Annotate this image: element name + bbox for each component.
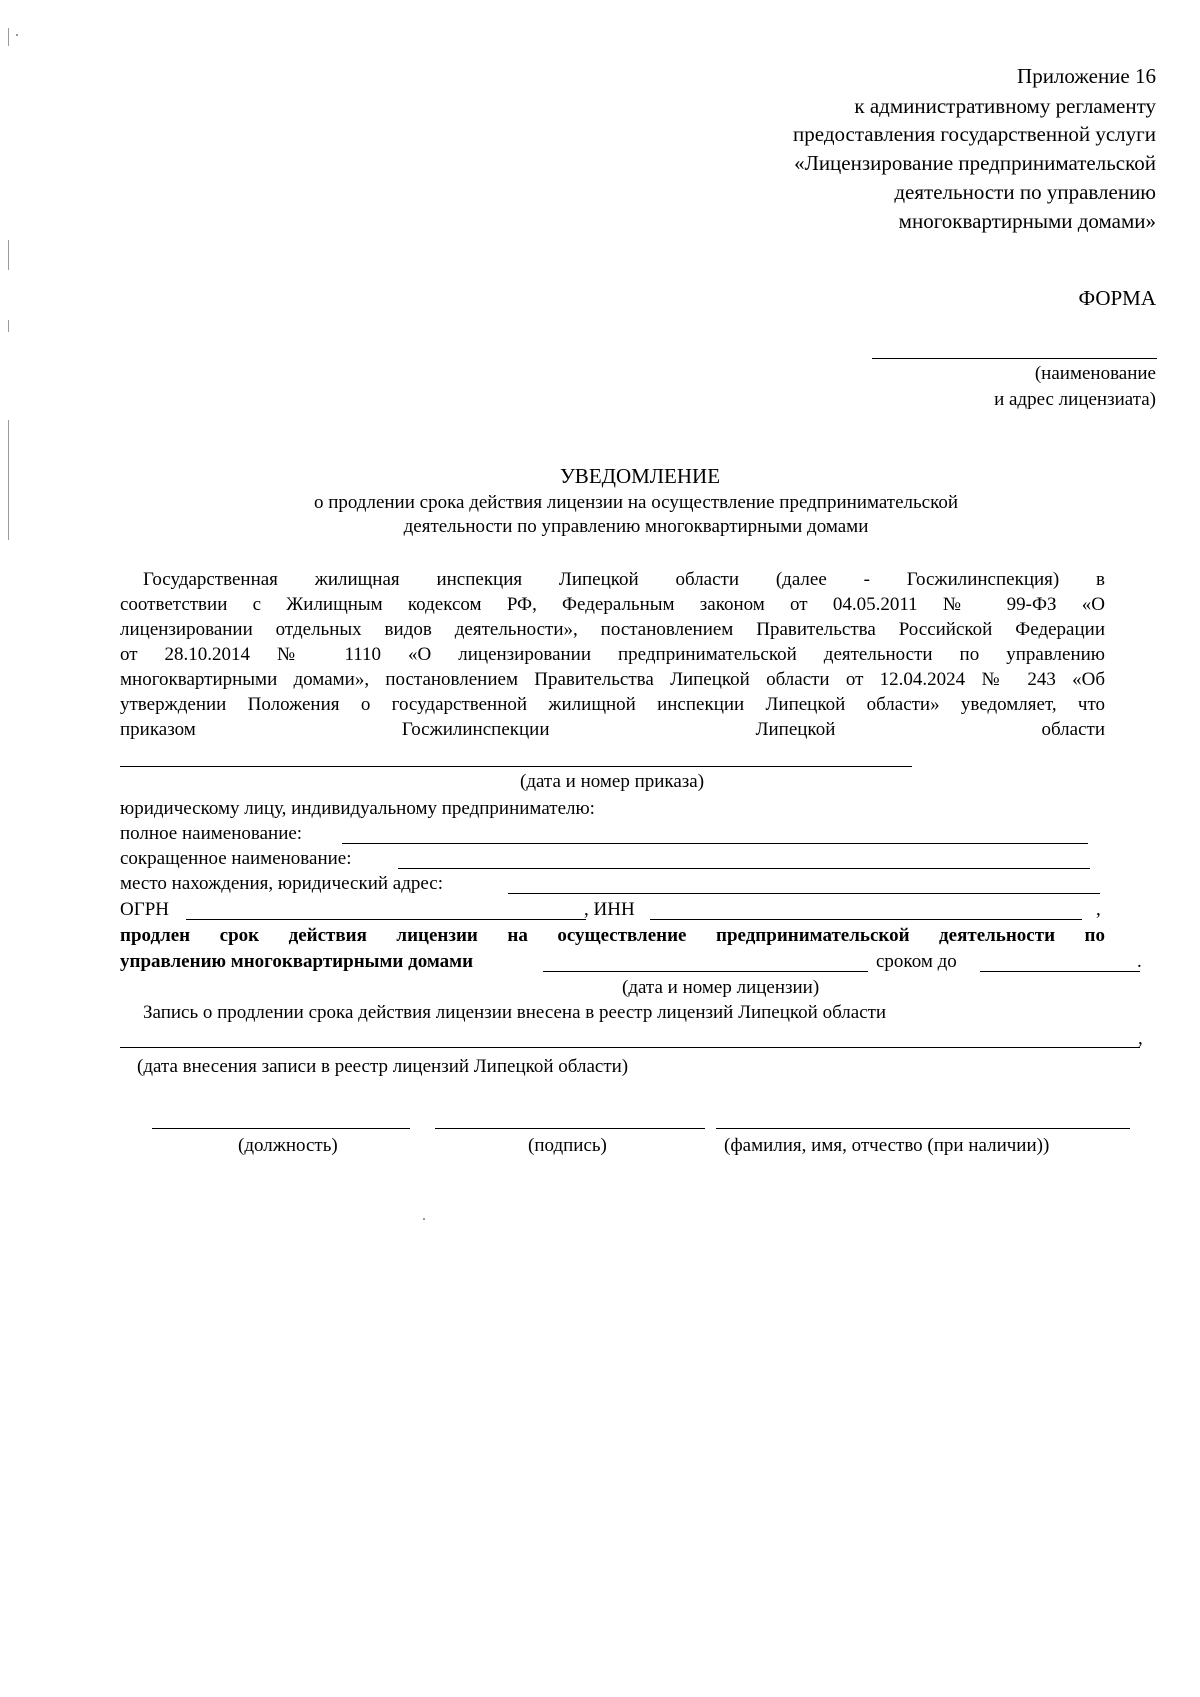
short-name-label: сокращенное наименование:: [120, 848, 352, 869]
registry-line: [120, 1047, 1140, 1048]
extended-statement: продлен срок действия лицензии на осуществление предпринимательской деятельности по: [120, 925, 1105, 946]
address-line: [508, 893, 1100, 894]
appendix-line: Приложение 16: [1017, 64, 1156, 88]
document-subtitle: о продлении срока действия лицензии на осуществление предпринимательской: [313, 492, 959, 513]
scan-dot: [16, 34, 18, 36]
scan-mark: [8, 28, 9, 46]
body-line: многоквартирными домами», постановлением Правительства Липецкой области от 12.04.2024 № 243 «Об: [120, 669, 1105, 690]
inn-end: ,: [1096, 899, 1101, 920]
scan-mark: [8, 240, 9, 270]
registry-period: ,: [1138, 1028, 1143, 1049]
body-line: соответствии с Жилищным кодексом РФ, Федеральным законом от 04.05.2011 № 99-ФЗ «О: [120, 594, 1105, 615]
body-line: приказом Госжилинспекции Липецкой области: [120, 719, 1105, 740]
inn-line: [650, 919, 1082, 920]
full-name-line: [342, 843, 1088, 844]
scan-mark: [8, 320, 9, 332]
term-line: [980, 971, 1140, 972]
registry-text: Запись о продлении срока действия лицензии внесена в реестр лицензий Липецкой области: [143, 1002, 887, 1023]
license-line: [543, 971, 868, 972]
full-name-label: полное наименование:: [120, 823, 303, 844]
appendix-line: «Лицензирование предпринимательской: [794, 151, 1156, 175]
ogrn-label: ОГРН: [120, 899, 169, 920]
body-line: лицензировании отдельных видов деятельности», постановлением Правительства Российской Федерации: [120, 619, 1105, 640]
license-hint: (дата и номер лицензии): [622, 977, 820, 998]
entity-label: юридическому лицу, индивидуальному предпринимателю:: [120, 798, 595, 819]
signature-hint: (подпись): [528, 1135, 607, 1156]
registry-hint: (дата внесения записи в реестр лицензий Липецкой области): [137, 1056, 629, 1077]
scan-dot: [423, 1218, 425, 1220]
addressee-hint: (наименование: [1034, 363, 1156, 384]
short-name-line: [398, 868, 1090, 869]
document-title: УВЕДОМЛЕНИЕ: [559, 464, 721, 488]
appendix-line: деятельности по управлению: [894, 180, 1156, 204]
document-subtitle: деятельности по управлению многоквартирными домами: [403, 516, 869, 537]
fio-hint: (фамилия, имя, отчество (при наличии)): [724, 1135, 1050, 1156]
appendix-line: многоквартирными домами»: [898, 209, 1156, 233]
address-label: место нахождения, юридический адрес:: [120, 873, 443, 894]
order-hint: (дата и номер приказа): [520, 771, 705, 792]
body-line: от 28.10.2014 № 1110 «О лицензировании предпринимательской деятельности по управлению: [120, 644, 1105, 665]
position-hint: (должность): [238, 1135, 338, 1156]
ogrn-line: [186, 919, 586, 920]
appendix-line: к административному регламенту: [854, 94, 1156, 118]
signature-line: [435, 1128, 705, 1129]
appendix-line: предоставления государственной услуги: [793, 122, 1156, 146]
term-label: сроком до: [876, 951, 957, 972]
inn-label: , ИНН: [584, 899, 635, 920]
form-label: ФОРМА: [1078, 286, 1156, 310]
position-line: [152, 1128, 410, 1129]
addressee-hint: и адрес лицензиата): [994, 389, 1156, 410]
term-period: .: [1137, 951, 1142, 972]
body-line: Государственная жилищная инспекция Липецкой области (далее - Госжилинспекция) в: [143, 569, 1105, 590]
fio-line: [716, 1128, 1130, 1129]
extended-statement: управлению многоквартирными домами: [120, 951, 474, 972]
addressee-line: [872, 358, 1157, 359]
order-line: [120, 766, 912, 767]
body-line: утверждении Положения о государственной жилищной инспекции Липецкой области» уведомляет, что: [120, 694, 1105, 715]
